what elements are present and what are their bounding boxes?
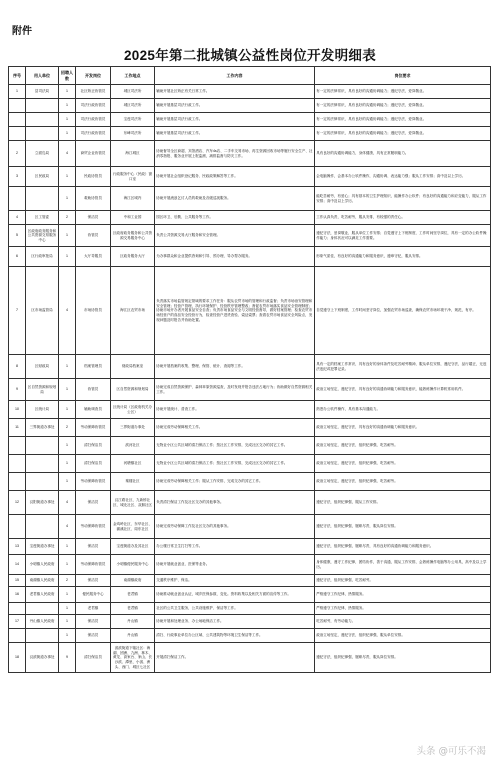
row-number: 18 (9, 643, 26, 673)
row-content: 负责公共资源交易大厅服务和安全管理。 (155, 225, 315, 247)
row-number: 8 (9, 355, 26, 379)
row-place: 行政服务中心（民政）窗口室 (111, 167, 155, 187)
table-row (9, 419, 491, 437)
row-place: 东峰司法所 (111, 127, 155, 141)
row-unit: 汉阳街道办事处 (26, 491, 59, 515)
row-count: 1 (59, 247, 76, 267)
row-unit: 小明镇人民政府 (26, 555, 59, 575)
row-post: 保洁员 (76, 629, 111, 643)
row-count: 1 (59, 401, 76, 419)
row-unit: 区政府政务服务和公共资源交易服务中心 (26, 225, 59, 247)
row-count: 1 (59, 127, 76, 141)
row-content: 辅助开展基层司法行政工作。 (155, 99, 315, 113)
row-post: 司法行政协管员 (76, 99, 111, 113)
row-place: 滨河社区 (111, 437, 155, 455)
table-row (9, 615, 491, 629)
row-post: 清扫保洁员 (76, 455, 111, 473)
row-number: 11 (9, 419, 26, 437)
row-count: 1 (59, 379, 76, 401)
row-requirements: 遵纪守法，爱岗敬业，服从单位工作安排；自觉遵守上下班制度，工作时间坚守岗位，具有一定的办公软件操作能力；身体状况可以满足工作需要。 (315, 225, 491, 247)
table-row (9, 99, 491, 113)
table-row (9, 587, 491, 603)
header-no: 序号 (9, 67, 26, 85)
row-requirements: 熟悉办公软件操作，具有基本沟通能力。 (315, 401, 491, 419)
row-count: 9 (59, 643, 76, 673)
row-content: 办公楼日常卫生打扫等工作。 (155, 539, 315, 555)
row-content: 辅助开展基层司法行政工作。 (155, 127, 315, 141)
row-place: 小明镇便民服务中心 (111, 555, 155, 575)
row-place: 丹山镇 (111, 629, 155, 643)
row-number: 9 (9, 379, 26, 401)
row-requirements: 身体健康，遵守工作纪律，团结协作，善于沟通，服从工作安排，会熟练操作电脑等办公用具，高中及以上学历。 (315, 555, 491, 575)
row-count: 1 (59, 603, 76, 615)
row-number (9, 99, 26, 113)
row-unit: 区财政局 (26, 355, 59, 379)
row-place: 老君镇 (111, 603, 155, 615)
table-row (9, 85, 491, 99)
row-unit (26, 437, 59, 455)
row-unit: 丹山镇人民政府 (26, 615, 59, 629)
row-unit: 区市场监管局 (26, 267, 59, 355)
row-content: 协助开展统计、普查工作。 (155, 401, 315, 419)
row-count: 1 (59, 437, 76, 455)
table-row (9, 355, 491, 379)
row-unit (26, 455, 59, 473)
row-post: 清扫保洁员 (76, 643, 111, 673)
row-count: 1 (59, 113, 76, 127)
attachment-label: 附件 (12, 26, 32, 37)
row-place: 汉江路社区、九新桥社区、城北社区、双拥社区 (111, 491, 155, 515)
row-number: 12 (9, 491, 26, 515)
row-content: 交通秩序维护、保洁。 (155, 575, 315, 587)
positions-table (8, 66, 491, 673)
row-requirements: 自觉遵守上下班制度，工作时间坚守岗位，加强农贸市场巡查，确保农贸市场环境干净，规范，有序。 (315, 267, 491, 355)
row-post: 社区矫正协管员 (76, 85, 111, 99)
header-post: 开发岗位 (76, 67, 111, 85)
row-requirements: 具有一定的档案工作常识，具有良好的身体条件及吃苦耐劳精神，服从单位安排，遵纪守法，品行端正，无违法违纪或犯罪记录。 (315, 355, 491, 379)
row-unit: 县司法局 (26, 85, 59, 99)
row-post: 救助协管员 (76, 187, 111, 211)
row-content: 协助开展社会组织登记服务、民政政策解答等工作。 (155, 167, 315, 187)
row-requirements: 遵纪守法，组织纪律强，履职尽责，服从岗位安排。 (315, 643, 491, 673)
row-unit (26, 187, 59, 211)
row-number: 17 (9, 615, 26, 629)
row-number (9, 629, 26, 643)
row-count: 1 (59, 615, 76, 629)
row-count: 2 (59, 419, 76, 437)
row-number: 2 (9, 141, 26, 167)
row-unit: 区自然资源和规划局 (26, 379, 59, 401)
row-count: 1 (59, 473, 76, 491)
page-title: 2025年第二批城镇公益性岗位开发明细表 (123, 48, 377, 63)
row-unit (26, 113, 59, 127)
row-post: 保洁员 (76, 491, 111, 515)
row-count: 1 (59, 629, 76, 643)
row-content: 负责清扫保洁工作及社区交办的其他事务。 (155, 491, 315, 515)
row-count: 1 (59, 539, 76, 555)
header-content: 工作内容 (155, 67, 315, 85)
header-requirements: 岗位要求 (315, 67, 491, 85)
row-post: 清扫保洁员 (76, 437, 111, 455)
row-requirements: 有一定的法律常识，具有良好的沟通协调能力；遵纪守法，爱岗敬业。 (315, 113, 491, 127)
table-row (9, 379, 491, 401)
row-requirements: 政治立场坚定，遵纪守法，具有良好的沟通协调能力和服务意识。 (315, 419, 491, 437)
row-count: 4 (59, 515, 76, 539)
row-requirements: 严格遵守工作纪律，热情服务。 (315, 603, 491, 615)
row-post: 市场协管员 (76, 267, 111, 355)
table-body (9, 85, 491, 673)
row-content: 协助完成劳动保障相关工作。 (155, 419, 315, 437)
table-row (9, 225, 491, 247)
row-place: 城区司法所 (111, 99, 155, 113)
row-count: 2 (59, 575, 76, 587)
row-post: 协管员 (76, 379, 111, 401)
table-row (9, 575, 491, 587)
table-row (9, 455, 491, 473)
row-requirements: 有一定的法律常识，具有良好的沟通协调能力；遵纪守法，爱岗敬业。 (315, 99, 491, 113)
row-post: 保洁员 (76, 575, 111, 587)
row-unit (26, 629, 59, 643)
row-number: 4 (9, 211, 26, 225)
row-content: 无物业小区公共区域的清扫保洁工作；按社区工作安排，完成社区交办的其它工作。 (155, 437, 315, 455)
row-place: 区政府政务服务和公共资源交易服务中心 (111, 225, 155, 247)
row-place: 南湖镇政府 (111, 575, 155, 587)
row-post: 司法行政协管员 (76, 127, 111, 141)
row-post: 便民服务中心 (76, 587, 111, 603)
row-post: 保洁员 (76, 615, 111, 629)
row-number: 14 (9, 555, 26, 575)
row-content: 园区环卫、后勤、公共服务等工作。 (155, 211, 315, 225)
table-row (9, 643, 491, 673)
row-post: 协管员 (76, 225, 111, 247)
row-place: 区政务服务大厅 (111, 247, 155, 267)
row-requirements: 政治立场坚定，遵纪守法，组织纪律强，服从单位安排。 (315, 629, 491, 643)
row-content: 协助开展流浪乞讨人员的救助及各级巡视服务。 (155, 187, 315, 211)
row-post: 商贸企业协管员 (76, 141, 111, 167)
row-unit: 三界街道办事处 (26, 419, 59, 437)
row-count: 1 (59, 587, 76, 603)
row-place: 丹山镇 (111, 615, 155, 629)
row-number (9, 515, 26, 539)
row-requirements: 遵纪守法，组织纪律强，吃苦耐劳。 (315, 575, 491, 587)
row-number (9, 187, 26, 211)
row-unit: 立面岛局 (26, 141, 59, 167)
row-number: 16 (9, 587, 26, 603)
table-row (9, 141, 491, 167)
table-row (9, 473, 491, 491)
row-number (9, 473, 26, 491)
row-number: 6 (9, 247, 26, 267)
table-row (9, 555, 491, 575)
row-unit: 区统计局 (26, 401, 59, 419)
row-number: 3 (9, 167, 26, 187)
row-content: 协助开展就业创业、医保等业务。 (155, 555, 315, 575)
row-content: 协助推动就业创业认证，城乡医保参数、变化。资料收集以及相关方面的宣传等工作。 (155, 587, 315, 603)
row-number: 5 (9, 225, 26, 247)
row-number (9, 603, 26, 615)
row-post: 劳动保障协管员 (76, 555, 111, 575)
table-row (9, 247, 491, 267)
row-place: 三界街道办事处 (111, 419, 155, 437)
row-number: 15 (9, 575, 26, 587)
watermark: 头条 @可乐不渴 (416, 746, 486, 757)
row-post: 民政协管员 (76, 167, 111, 187)
row-number: 13 (9, 539, 26, 555)
row-requirements: 政治立场坚定，遵纪守法，组织纪律强，吃苦耐劳。 (315, 437, 491, 455)
row-count: 1 (59, 167, 76, 187)
row-number: 10 (9, 401, 26, 419)
row-content: 协助督导全区商超、宾馆酒店、汽车4s店、二手车交易市场、再生资源回收市场等履行安全生产、社消零指报、服务业开展上报监测，减排监督与防灾工作。 (155, 141, 315, 167)
row-post: 劳动保障协管员 (76, 473, 111, 491)
row-requirements: 具有良好的沟通协调能力，身体健康，具有正常履职能力。 (315, 141, 491, 167)
row-content: 协助开展档案的收集、整理、保管、统计、查阅等工作。 (155, 355, 315, 379)
row-place: 中和工业园 (111, 211, 155, 225)
row-requirements: 政治立场坚定，遵纪守法，组织纪律强，吃苦耐劳。 (315, 473, 491, 491)
row-content: 协助完成自然资源保护、森林草原资源巡查，及时发现并报告违法占地行为；协助做好自然资源相关工作。 (155, 379, 315, 401)
table-row (9, 113, 491, 127)
table-row (9, 629, 491, 643)
row-place: 滨滨街道下辖社区：海湖、团洲、九洲、林木、黄龙、高家台、家山、长沙滨、潭里、小滨、洲头、西门、城区七社区 (111, 643, 155, 673)
row-count: 1 (59, 187, 76, 211)
row-requirements: 会电脑操作，会基本办公软件操作，沟通协调、表达能力强；服从工作安排；高中及以上学历。 (315, 167, 491, 187)
row-unit: 汉滨街道办事处 (26, 643, 59, 673)
row-count: 4 (59, 491, 76, 515)
row-place: 区统计局（区政府机关办公区） (111, 401, 155, 419)
row-unit (26, 515, 59, 539)
row-place: 宝莲街道办及其社区 (111, 539, 155, 555)
row-unit: 区民政局 (26, 167, 59, 187)
row-number: 1 (9, 85, 26, 99)
table-row (9, 491, 491, 515)
row-requirements: 遵纪守法，组织纪律强，履职尽责，服从岗位安排。 (315, 515, 491, 539)
row-post: 辅助调查员 (76, 401, 111, 419)
row-place: 宝莲司法所 (111, 113, 155, 127)
row-requirements: 政治立场坚定，遵纪守法，组织纪律强，吃苦耐劳。 (315, 455, 491, 473)
row-place: 海江区农贸市场 (111, 267, 155, 355)
row-content: 协助完成劳动保障工作及社区交办的其他事务。 (155, 515, 315, 539)
row-content: 为办事群众和企业提供咨询和引导、预办理、导办帮办服务。 (155, 247, 315, 267)
row-number (9, 127, 26, 141)
row-place: 金鸡岭社区、东华社区、蒲溪社区、周东社区 (111, 515, 155, 539)
row-post: 司法行政协管员 (76, 113, 111, 127)
row-unit (26, 99, 59, 113)
row-requirements: 有一定的法律常识，具有良好的沟通协调能力；遵纪守法，爱岗敬业。 (315, 85, 491, 99)
row-content: 协助开展和处理业务、办公场地保洁工作。 (155, 615, 315, 629)
row-requirements: 遵纪守法，组织纪律强，服从工作安排。 (315, 491, 491, 515)
row-number: 7 (9, 267, 26, 355)
row-unit (26, 127, 59, 141)
row-content: 开展清扫保洁工作。 (155, 643, 315, 673)
row-place: 城区司法所 (111, 85, 155, 99)
row-requirements: 能吃苦耐劳，有爱心；具有基本的卫生护理知识，能操作办公软件；有良好的沟通能力和应变能力，服从工作安排；高中及以上学历。 (315, 187, 491, 211)
row-requirements: 严格遵守工作纪律，热情服务。 (315, 587, 491, 603)
row-unit (26, 473, 59, 491)
row-content: 辅助开展基层司法行政工作。 (155, 113, 315, 127)
row-count: 4 (59, 141, 76, 167)
row-post: 保洁员 (76, 211, 111, 225)
row-requirements: 政治立场坚定，遵纪守法，具有良好的沟通协调能力和服务意识，能熟练操作计算机常用软件。 (315, 379, 491, 401)
row-requirements: 吃苦耐劳，有劳动能力。 (315, 615, 491, 629)
table-row (9, 539, 491, 555)
row-unit (26, 603, 59, 615)
row-content: 无物业小区公共区域的清扫保洁工作；按社区工作安排，完成社区交办的其它工作。 (155, 455, 315, 473)
header-place: 工作地点 (111, 67, 155, 85)
row-number (9, 455, 26, 473)
header-count: 招聘人数 (59, 67, 76, 85)
row-content: 清扫、行政事业单位办公区域、公共建筑物等环境卫生保洁等工作。 (155, 629, 315, 643)
row-post: 档案管理员 (76, 355, 111, 379)
row-count: 4 (59, 267, 76, 355)
row-place: 财政局档案室 (111, 355, 155, 379)
row-count: 1 (59, 85, 76, 99)
row-post: 保洁员 (76, 539, 111, 555)
row-unit: 区工管委 (26, 211, 59, 225)
row-unit: 区行政审批局 (26, 247, 59, 267)
table-row (9, 603, 491, 615)
row-count: 1 (59, 99, 76, 113)
row-place: 老君镇 (111, 587, 155, 603)
row-content: 社区的公共卫生服务，公共设施维护、保洁等工作。 (155, 603, 315, 615)
row-place: 海江区城内 (111, 187, 155, 211)
row-requirements: 遵纪守法，组织纪律强，履职尽责，具有良好的沟通协调能力和服务意识。 (315, 539, 491, 555)
row-count: 1 (59, 555, 76, 575)
row-post: 大厅导服员 (76, 247, 111, 267)
row-post: 劳动保障协管员 (76, 419, 111, 437)
row-count: 2 (59, 211, 76, 225)
row-content: 协助完成劳动保障相关工作；服从工作安排，完成交办的其它工作。 (155, 473, 315, 491)
row-number (9, 113, 26, 127)
table-row (9, 515, 491, 539)
row-place: 秦楼社区 (111, 473, 155, 491)
table-row (9, 167, 491, 187)
row-count: 1 (59, 355, 76, 379)
row-requirements: 形象气质佳，有良好的沟通能力和服务意识，遵章守纪，服从安排。 (315, 247, 491, 267)
table-row (9, 211, 491, 225)
table-row (9, 437, 491, 455)
row-place: 海江城区 (111, 141, 155, 167)
row-content: 负责落实市场监管规定领域的要求工作任务：服从农贸市场的管理和行政监督；负责市场治安管理和安全管理；经营户管理，执行环境保护、经营秩序管理整改；督促农贸市场落实食品安全管理制度；协助市场开办者开展食品安全自查；负责市场食品安全与文明经营督导，做好档案管理；检查农贸市场经营户的食品安全经营行为，检查经营户进货查验、索证索票；查看农贸市场食品安全风险点，发现问题及时报告并协助处置。 (155, 267, 315, 355)
row-number (9, 437, 26, 455)
table-row (9, 127, 491, 141)
row-unit: 宝莲街道办事处 (26, 539, 59, 555)
row-content: 辅助开展社区矫正有关日常工作。 (155, 85, 315, 99)
row-unit: 老君镇人民政府 (26, 587, 59, 603)
row-unit: 南湖镇人民政府 (26, 575, 59, 587)
row-count: 1 (59, 225, 76, 247)
row-place: 区自然资源和规划局 (111, 379, 155, 401)
row-requirements: 工作认真负责，吃苦耐劳，服从安排，有较强的责任心。 (315, 211, 491, 225)
row-requirements: 有一定的法律常识，具有良好的沟通协调能力；遵纪守法，爱岗敬业。 (315, 127, 491, 141)
row-place: 河塘镇社区 (111, 455, 155, 473)
row-post: 老君镇 (76, 603, 111, 615)
table-header-row (9, 67, 491, 85)
row-count: 1 (59, 455, 76, 473)
header-unit: 用人单位 (26, 67, 59, 85)
table-row (9, 187, 491, 211)
table-row (9, 401, 491, 419)
table-row (9, 267, 491, 355)
row-post: 劳动保障协管员 (76, 515, 111, 539)
